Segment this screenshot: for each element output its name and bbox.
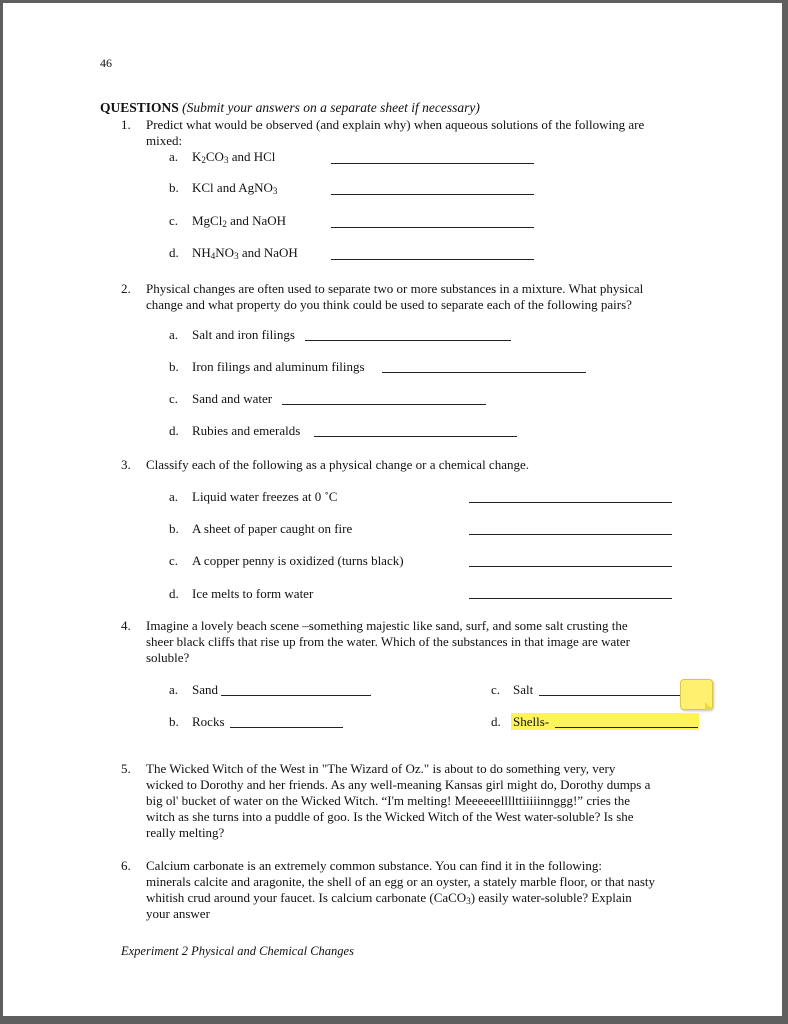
q3-item-c-text: A copper penny is oxidized (turns black) xyxy=(192,553,404,568)
q2-answer-line-d[interactable] xyxy=(314,436,517,437)
q5-number: 5. xyxy=(121,761,131,776)
q1-text-line1: Predict what would be observed (and explain why) when aqueous solutions of the following are xyxy=(146,117,645,132)
q2-item-c-letter: c. xyxy=(169,391,179,406)
q1-answer-line-d[interactable] xyxy=(331,259,534,260)
q3-item-c-letter: c. xyxy=(169,553,179,568)
questions-title: QUESTIONS xyxy=(100,100,179,115)
q1-answer-line-b[interactable] xyxy=(331,194,534,195)
q4-item-b-text: Rocks xyxy=(192,714,225,729)
q2-item-c-text: Sand and water xyxy=(192,391,273,406)
q1-item-d-letter: d. xyxy=(169,245,179,260)
q1-item-c-text: MgCl$_2$ and NaOH xyxy=(192,213,287,229)
q4-answer-line-a[interactable] xyxy=(221,695,371,696)
page-footer: Experiment 2 Physical and Chemical Changes xyxy=(121,944,354,958)
q4-item-b-letter: b. xyxy=(169,714,179,729)
q1-text-line2: mixed: xyxy=(146,133,183,148)
q6-number: 6. xyxy=(121,858,131,873)
q2-item-a-text: Salt and iron filings xyxy=(192,327,295,342)
q3-item-b-letter: b. xyxy=(169,521,179,536)
q3-text-line1: Classify each of the following as a physical change or a chemical change. xyxy=(146,457,529,472)
q2-item-b-letter: b. xyxy=(169,359,179,374)
q3-item-a-text: Liquid water freezes at 0 ˚C xyxy=(192,489,338,504)
q1-item-b-text: KCl and AgNO$_3$ xyxy=(192,180,278,196)
q3-answer-line-d[interactable] xyxy=(469,598,672,599)
q1-answer-line-a[interactable] xyxy=(331,163,534,164)
q5-text-line1: The Wicked Witch of the West in "The Wizard of Oz." is about to do something very, very xyxy=(146,761,616,776)
q2-item-d-letter: d. xyxy=(169,423,179,438)
q2-item-d-text: Rubies and emeralds xyxy=(192,423,301,438)
q1-number: 1. xyxy=(121,117,131,132)
q4-item-d-text: Shells- xyxy=(513,714,550,729)
q4-text-line2: sheer black cliffs that rise up from the water. Which of the substances in that image are water xyxy=(146,634,630,649)
q6-text-line4: your answer xyxy=(146,906,210,921)
q2-answer-line-b[interactable] xyxy=(382,372,586,373)
q1-item-a-text: $K_2CO_3$ and HCl xyxy=(192,149,276,165)
q1-item-c-letter: c. xyxy=(169,213,179,228)
q1-item-b-letter: b. xyxy=(169,180,179,195)
q4-item-c-letter: c. xyxy=(491,682,501,697)
q3-item-d-text: Ice melts to form water xyxy=(192,586,314,601)
q2-item-b-text: Iron filings and aluminum filings xyxy=(192,359,365,374)
q5-text-line5: really melting? xyxy=(146,825,225,840)
questions-instruction: (Submit your answers on a separate sheet if necessary) xyxy=(182,100,480,115)
q5-text-line3: big ol' bucket of water on the Wicked Witch. “I'm melting! Meeeeeellllttiiiiinnggg!” cries the xyxy=(146,793,631,808)
q3-item-b-text: A sheet of paper caught on fire xyxy=(192,521,353,536)
q2-answer-line-a[interactable] xyxy=(305,340,511,341)
q2-number: 2. xyxy=(121,281,131,296)
q2-text-line1: Physical changes are often used to separate two or more substances in a mixture. What physical xyxy=(146,281,644,296)
q4-item-a-letter: a. xyxy=(169,682,179,697)
q4-text-line3: soluble? xyxy=(146,650,190,665)
q3-answer-line-c[interactable] xyxy=(469,566,672,567)
q5-text-line4: witch as she turns into a puddle of goo. Is the Wicked Witch of the West water-soluble? Is she xyxy=(146,809,634,824)
q4-item-d-letter: d. xyxy=(491,714,501,729)
q6-text-line1: Calcium carbonate is an extremely common substance. You can find it in the following: xyxy=(146,858,602,873)
q1-item-d-text: $NH_4NO_3$ and NaOH xyxy=(192,245,298,261)
q2-text-line2: change and what property do you think could be used to separate each of the following pairs? xyxy=(146,297,632,312)
q4-answer-line-b[interactable] xyxy=(230,727,343,728)
q4-item-c-text: Salt xyxy=(513,682,534,697)
q4-answer-line-d[interactable] xyxy=(555,727,698,728)
q4-text-line1: Imagine a lovely beach scene –something majestic like sand, surf, and some salt crusting the xyxy=(146,618,628,633)
q3-item-a-letter: a. xyxy=(169,489,179,504)
q3-answer-line-a[interactable] xyxy=(469,502,672,503)
q6-text-line3: whitish crud around your faucet. Is calcium carbonate (CaCO$_3$) easily water-soluble? Explain xyxy=(146,890,632,906)
q2-item-a-letter: a. xyxy=(169,327,179,342)
q6-text-line2: minerals calcite and aragonite, the shell of an egg or an oyster, a stately marble floor, or that nasty xyxy=(146,874,656,889)
q2-answer-line-c[interactable] xyxy=(282,404,486,405)
q4-item-a-text: Sand xyxy=(192,682,218,697)
sticky-note-icon[interactable] xyxy=(680,679,713,710)
q3-answer-line-b[interactable] xyxy=(469,534,672,535)
q3-number: 3. xyxy=(121,457,131,472)
q3-item-d-letter: d. xyxy=(169,586,179,601)
q1-item-a-letter: a. xyxy=(169,149,179,164)
q5-text-line2: wicked to Dorothy and her friends. As any well-meaning Kansas girl might do, Dorothy dumps a xyxy=(146,777,651,792)
questions-header xyxy=(100,100,480,116)
q1-answer-line-c[interactable] xyxy=(331,227,534,228)
q4-number: 4. xyxy=(121,618,131,633)
q4-answer-line-c[interactable] xyxy=(539,695,685,696)
worksheet-page xyxy=(3,3,782,1016)
page-number: 46 xyxy=(100,56,112,70)
